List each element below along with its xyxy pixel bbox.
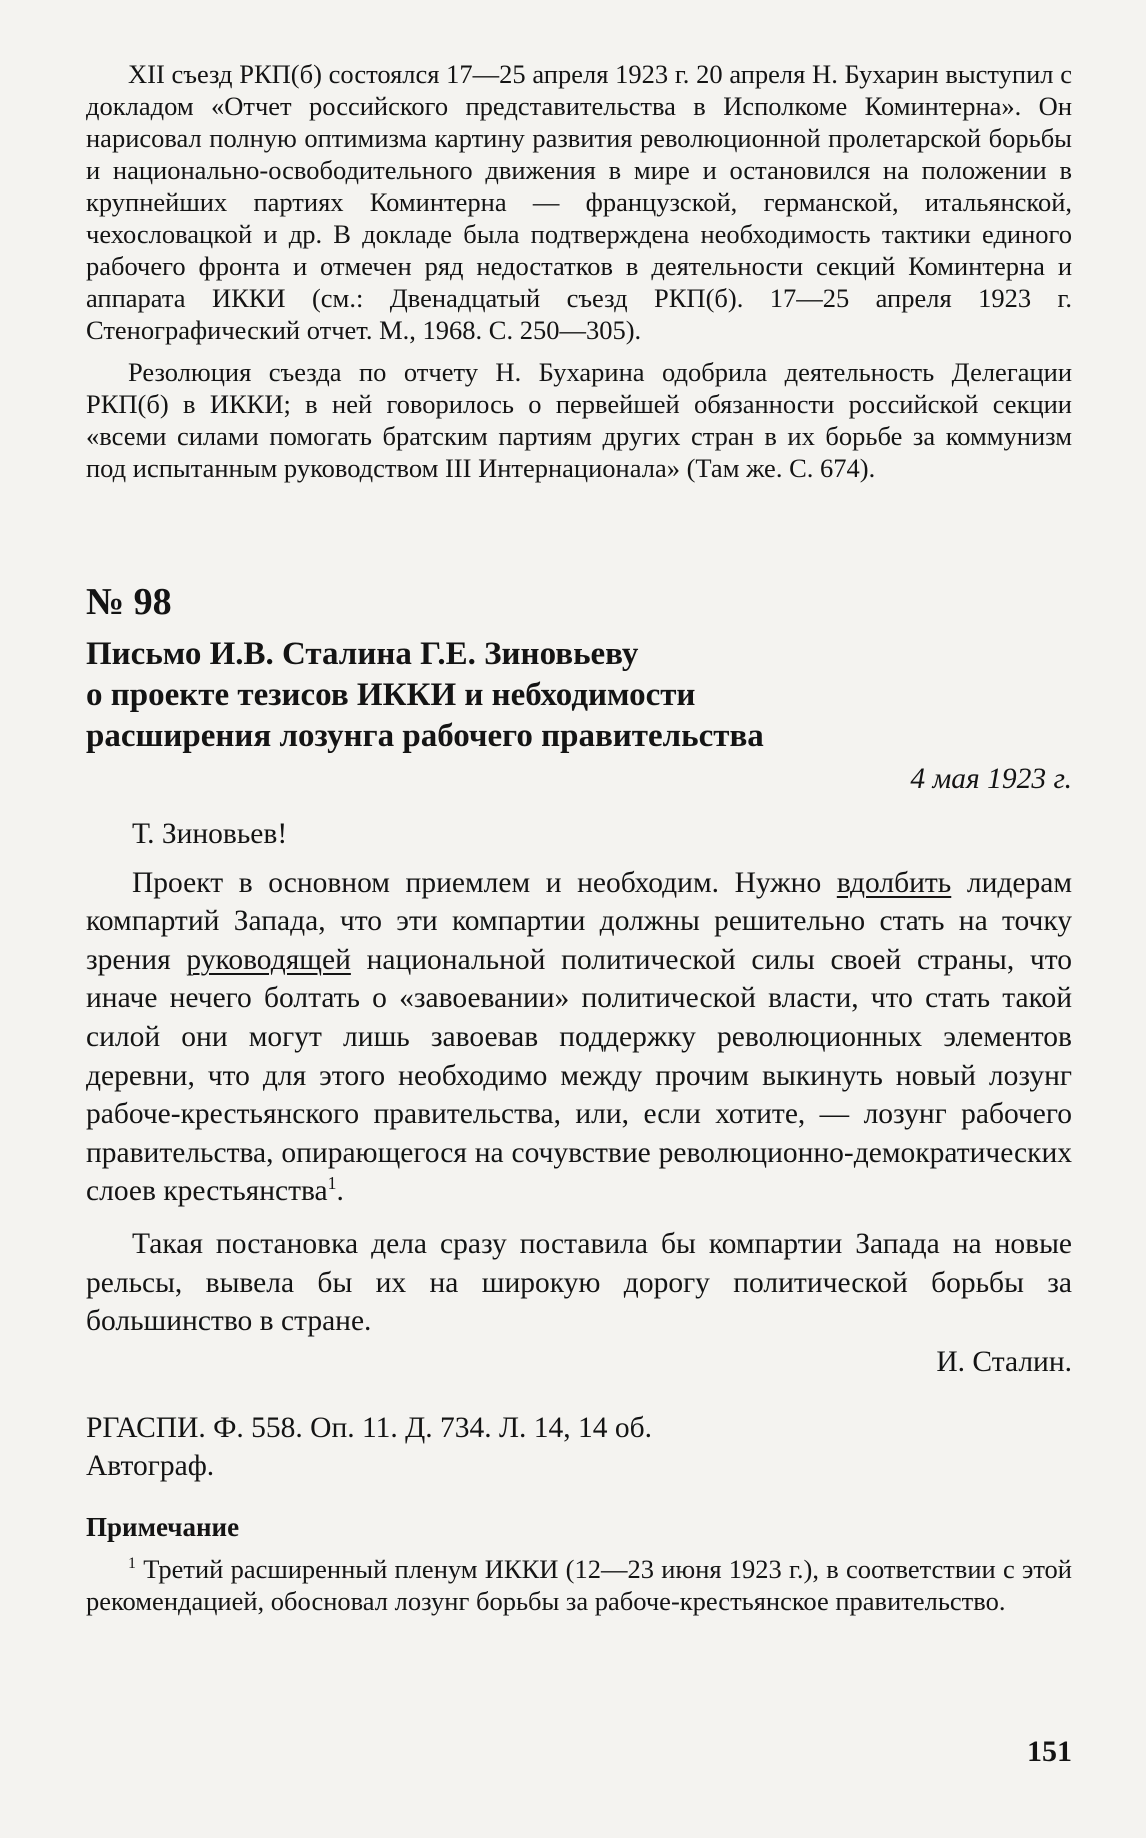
intro-paragraph: Резолюция съезда по отчету Н. Бухарина одобрила деятельность Делегации РКП(б) в ИККИ; в ней говорилось о первейшей обязанности российской секции «всеми силами помогать братским партиям других стран в их борьбе за коммунизм под испытанным руководством III Интернационала» (Там же. С. 674). (86, 357, 1072, 483)
underlined-word: руководящей (186, 943, 351, 976)
note-body (86, 1553, 1072, 1617)
page-content (86, 58, 1072, 1617)
letter-body (86, 815, 1072, 1341)
intro-commentary (86, 58, 1072, 484)
note-paragraph (86, 1553, 1072, 1617)
archive-citation: РГАСПИ. Ф. 558. Оп. 11. Д. 734. Л. 14, 14 об. (86, 1411, 653, 1444)
letter-text: Проект в основном приемлем и необходим. Нужно (132, 866, 837, 899)
footnote-mark: 1 (327, 1173, 337, 1194)
letter-text: лидерам компартий Запада, что эти компартии должны решительно стать на точку зрения (86, 866, 1073, 976)
archive-document-type: Автограф. (86, 1449, 215, 1482)
intro-paragraph: XII съезд РКП(б) состоялся 17—25 апреля 1923 г. 20 апреля Н. Бухарин выступил с докладом «Отчет российского представительства в Исполкоме Коминтерна». Он нарисовал полную оптимизма картину развития революционной пролетарской борьбы и национально-освободительного движения в мире и остановился на положении в крупнейших партиях Коминтерна — французской, германской, итальянской, чехословацкой и др. В докладе была подтверждена необходимость тактики единого рабочего фронта и отмечен ряд недостатков в деятельности секций Коминтерна и аппарата ИККИ (см.: Двенадцатый съезд РКП(б). 17—25 апреля 1923 г. Стенографический отчет. М., 1968. С. 250—305). (86, 59, 1072, 345)
footnote-mark: 1 (128, 1554, 136, 1572)
letter-signature: И. Сталин. (936, 1345, 1072, 1378)
document-title-line: расширения лозунга рабочего правительства (86, 718, 764, 754)
document-title-line: Письмо И.В. Сталина Г.Е. Зиновьеву (86, 636, 639, 672)
document-title-line: о проекте тезисов ИККИ и небходимости (86, 677, 696, 713)
note-heading: Примечание (86, 1511, 240, 1542)
letter-paragraph (86, 864, 1072, 1211)
note-text: Третий расширенный пленум ИККИ (12—23 июня 1923 г.), в соответствии с этой рекомендацией, обосновал лозунг борьбы за рабоче-крестьянское правительство. (86, 1553, 1072, 1616)
letter-salutation: Т. Зиновьев! (132, 818, 288, 850)
page-number: 151 (1027, 1735, 1072, 1768)
letter-text: национальной политической силы своей страны, что иначе нечего болтать о «завоевании» политической власти, что стать такой силой они могут лишь завоевав поддержку революционных элементов деревни, что для этого необходимо между прочим выкинуть новый лозунг рабоче-крестьянского правительства, или, если хотите, — лозунг рабочего правительства, опирающегося на сочувствие революционно-демократических слоев крестьянства (86, 943, 1073, 1208)
archive-reference (86, 1409, 1072, 1485)
document-number: № 98 (86, 581, 172, 623)
document-date: 4 мая 1923 г. (910, 763, 1072, 795)
letter-text: . (336, 1175, 344, 1208)
letter-paragraph: Такая постановка дела сразу поставила бы компартии Запада на новые рельсы, вывела бы их на широкую дорогу политической борьбы за большинство в стране. (86, 1227, 1072, 1338)
underlined-word: вдолбить (836, 866, 952, 899)
document-title (86, 634, 1072, 757)
